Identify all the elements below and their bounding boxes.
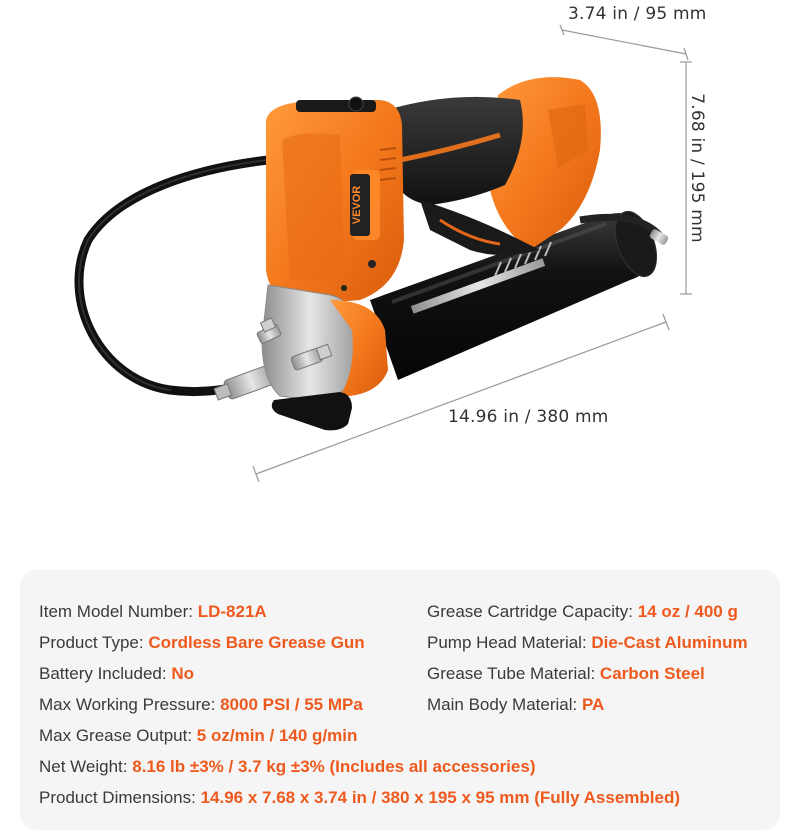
base-stand	[272, 392, 352, 430]
spec-tube-material: Grease Tube Material: Carbon Steel	[427, 664, 705, 683]
pump-head	[262, 285, 388, 400]
spec-max-output: Max Grease Output: 5 oz/min / 140 g/min	[39, 726, 358, 745]
specifications-card	[20, 570, 780, 830]
spec-product-type: Product Type: Cordless Bare Grease Gun	[39, 633, 365, 652]
dimension-width-label: 3.74 in / 95 mm	[568, 4, 707, 24]
spec-battery-included: Battery Included: No	[39, 664, 194, 683]
vevor-logo	[350, 174, 370, 236]
main-housing	[266, 97, 404, 305]
dimension-line-width	[560, 25, 688, 60]
dimension-height-label: 7.68 in / 195 mm	[687, 93, 707, 243]
dimension-length-label: 14.96 in / 380 mm	[448, 407, 609, 427]
spec-pump-head-material: Pump Head Material: Die-Cast Aluminum	[427, 633, 748, 652]
spec-net-weight: Net Weight: 8.16 lb ±3% / 3.7 kg ±3% (Includes all accessories)	[39, 757, 536, 776]
spec-product-dimensions: Product Dimensions: 14.96 x 7.68 x 3.74 in / 380 x 195 x 95 mm (Fully Assembled)	[39, 788, 680, 807]
svg-text:VEVOR: VEVOR	[351, 185, 363, 225]
spec-body-material: Main Body Material: PA	[427, 695, 605, 714]
spec-cartridge-capacity: Grease Cartridge Capacity: 14 oz / 400 g	[427, 602, 738, 621]
spec-model-number: Item Model Number: LD-821A	[39, 602, 267, 621]
spec-max-pressure: Max Working Pressure: 8000 PSI / 55 MPa	[39, 695, 363, 714]
